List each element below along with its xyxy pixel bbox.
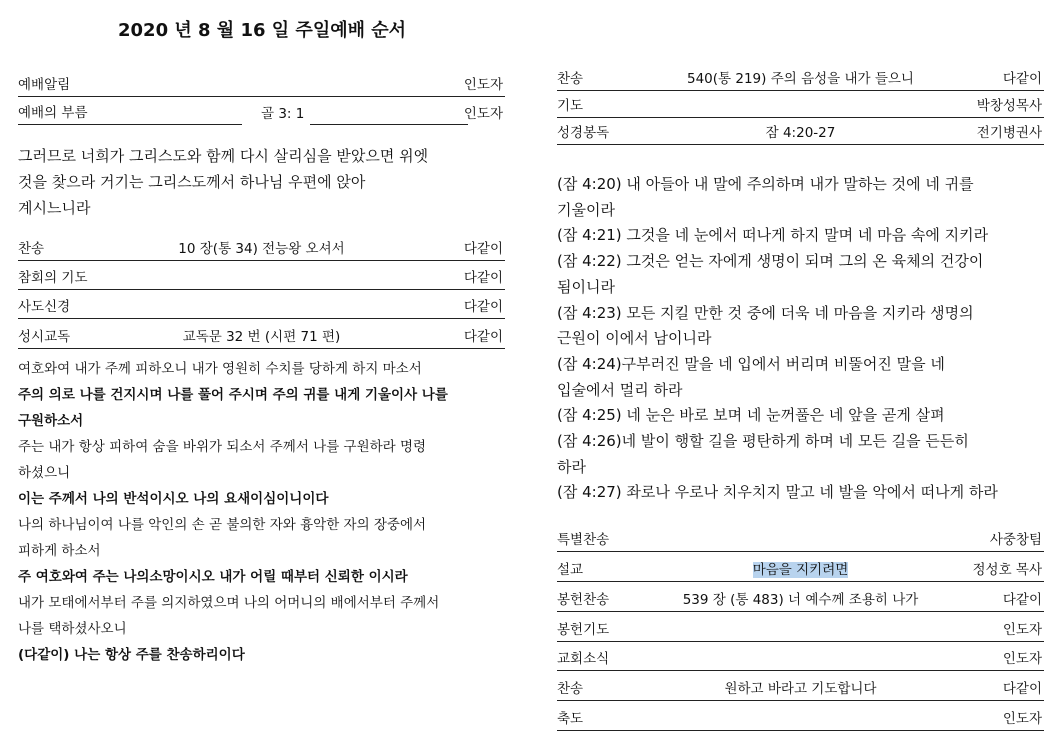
scripture-line: 그러므로 너희가 그리스도와 함께 다시 살리심을 받았으면 위엣	[18, 147, 429, 165]
row-label: 찬송	[557, 71, 584, 87]
row-leader: 다같이	[1002, 71, 1042, 87]
verse-line: 하라	[557, 457, 586, 476]
verse-line: (잠 4:24)구부러진 말을 네 입에서 버리며 비뚤어진 말을 네	[557, 354, 945, 373]
order-row-church-news	[557, 648, 1044, 671]
order-row-prayer	[557, 95, 1044, 118]
order-row-announce	[18, 74, 505, 97]
verse-line: (잠 4:25) 네 눈은 바로 보며 네 눈꺼풀은 네 앞을 곧게 살펴	[557, 406, 945, 425]
order-row-hymn	[18, 238, 505, 261]
page-title: 2020 년 8 월 16 일 주일예배 순서	[118, 20, 407, 41]
row-label: 성시교독	[18, 329, 71, 345]
order-row-repentance-prayer	[18, 267, 505, 290]
reading-line: 나의 하나님이여 나를 악인의 손 곧 불의한 자와 흉악한 자의 장중에서	[18, 517, 427, 533]
row-leader: 다같이	[463, 329, 503, 345]
row-label: 설교	[557, 562, 584, 578]
row-label: 예배알림	[18, 77, 71, 93]
order-row-benediction	[557, 708, 1044, 731]
row-leader: 인도자	[1002, 651, 1042, 667]
row-label: 특별찬송	[557, 532, 610, 548]
row-leader: 전기병권사	[976, 125, 1042, 141]
verse-line: (잠 4:21) 그것을 네 눈에서 떠나게 하지 말며 네 마음 속에 지키라	[557, 226, 989, 245]
order-row-offering-hymn	[557, 589, 1044, 612]
row-label: 봉헌찬송	[557, 592, 610, 608]
row-leader: 인도자	[1002, 622, 1042, 638]
row-leader: 다같이	[463, 241, 503, 257]
reading-line-bold: 구원하소서	[18, 413, 84, 429]
row-detail: 교독문 32 번 (시편 71 편)	[182, 329, 341, 345]
row-reference: 골 3: 1	[261, 106, 305, 122]
verse-line: (잠 4:26)네 발이 행할 길을 평탄하게 하며 네 모든 길을 든든히	[557, 432, 969, 451]
verse-line: (잠 4:23) 모든 지킬 만한 것 중에 더욱 네 마음을 지키라 생명의	[557, 303, 974, 322]
order-row-hymn-2	[557, 68, 1044, 91]
order-row-responsive-reading	[18, 326, 505, 349]
reading-line: 피하게 하소서	[18, 543, 101, 559]
order-row-scripture-reading	[557, 122, 1044, 145]
reading-line: 여호와여 내가 주께 피하오니 내가 영원히 수치를 당하게 하지 마소서	[18, 361, 422, 377]
row-leader: 다같이	[1002, 592, 1042, 608]
row-detail: 원하고 바라고 기도합니다	[724, 681, 877, 697]
row-label: 교회소식	[557, 651, 610, 667]
row-leader: 인도자	[463, 77, 503, 93]
row-underline	[310, 124, 468, 125]
reading-line: 나를 택하셨사오니	[18, 621, 127, 637]
order-row-hymn-3	[557, 678, 1044, 701]
verse-line: (잠 4:20) 내 아들아 내 말에 주의하며 내가 말하는 것에 네 귀를	[557, 175, 974, 193]
row-leader: 다같이	[463, 270, 503, 286]
verse-line: (잠 4:27) 좌로나 우로나 치우치지 말고 네 발을 악에서 떠나게 하라	[557, 483, 998, 502]
order-row-call-to-worship	[18, 103, 505, 125]
row-detail-wrap	[557, 559, 1044, 581]
row-label: 축도	[557, 711, 584, 727]
row-detail: 10 장(통 34) 전능왕 오셔서	[178, 241, 345, 257]
verse-line: 기울이라	[557, 200, 615, 219]
row-detail: 잠 4:20-27	[765, 125, 836, 141]
proverbs-reading-text	[557, 172, 1044, 506]
reading-line-bold: (다같이) 나는 항상 주를 찬송하리이다	[18, 647, 245, 663]
order-row-sermon	[557, 559, 1044, 582]
verse-line: 입술에서 멀리 하라	[557, 380, 683, 399]
sermon-title-highlighted: 마음을 지키려면	[752, 562, 849, 578]
scripture-line: 계시느니라	[18, 199, 91, 217]
order-row-apostles-creed	[18, 296, 505, 319]
reading-line-bold: 주 여호와여 주는 나의소망이시오 내가 어릴 때부터 신뢰한 이시라	[18, 569, 408, 585]
reading-line: 주는 내가 항상 피하여 숨을 바위가 되소서 주께서 나를 구원하라 명령	[18, 439, 427, 455]
reading-line: 하셨으니	[18, 465, 71, 481]
row-leader: 박창성목사	[976, 98, 1042, 114]
reading-line-bold: 이는 주께서 나의 반석이시오 나의 요새이심이니이다	[18, 491, 329, 507]
row-label: 성경봉독	[557, 125, 610, 141]
row-label: 찬송	[18, 241, 45, 257]
row-label: 사도신경	[18, 299, 71, 315]
reading-line: 내가 모태에서부터 주를 의지하였으며 나의 어머니의 배에서부터 주께서	[18, 595, 440, 611]
row-leader: 인도자	[463, 106, 503, 122]
row-leader: 다같이	[463, 299, 503, 315]
verse-line: (잠 4:22) 그것은 얻는 자에게 생명이 되며 그의 온 육체의 건강이	[557, 252, 984, 271]
verse-line: 됨이니라	[557, 277, 615, 296]
row-leader: 사중창팀	[989, 532, 1042, 548]
row-leader: 인도자	[1002, 711, 1042, 727]
row-label: 예배의 부름	[18, 103, 242, 125]
responsive-reading-text	[18, 356, 506, 668]
row-label: 기도	[557, 98, 584, 114]
row-leader: 정성호 목사	[972, 562, 1042, 578]
row-leader: 다같이	[1002, 681, 1042, 697]
row-label: 봉헌기도	[557, 622, 610, 638]
row-label: 참회의 기도	[18, 270, 88, 286]
call-scripture	[18, 143, 506, 221]
order-row-special-music	[557, 529, 1044, 552]
verse-line: 근원이 이에서 남이니라	[557, 329, 712, 348]
row-label: 찬송	[557, 681, 584, 697]
row-detail: 540(통 219) 주의 음성을 내가 들으니	[687, 71, 914, 87]
row-detail: 539 장 (통 483) 너 예수께 조용히 나가	[682, 592, 919, 608]
scripture-line: 것을 찾으라 거기는 그리스도께서 하나님 우편에 앉아	[18, 173, 366, 191]
order-row-offering-prayer	[557, 619, 1044, 642]
reading-line-bold: 주의 의로 나를 건지시며 나를 풀어 주시며 주의 귀를 내게 기울이사 나를	[18, 387, 448, 403]
